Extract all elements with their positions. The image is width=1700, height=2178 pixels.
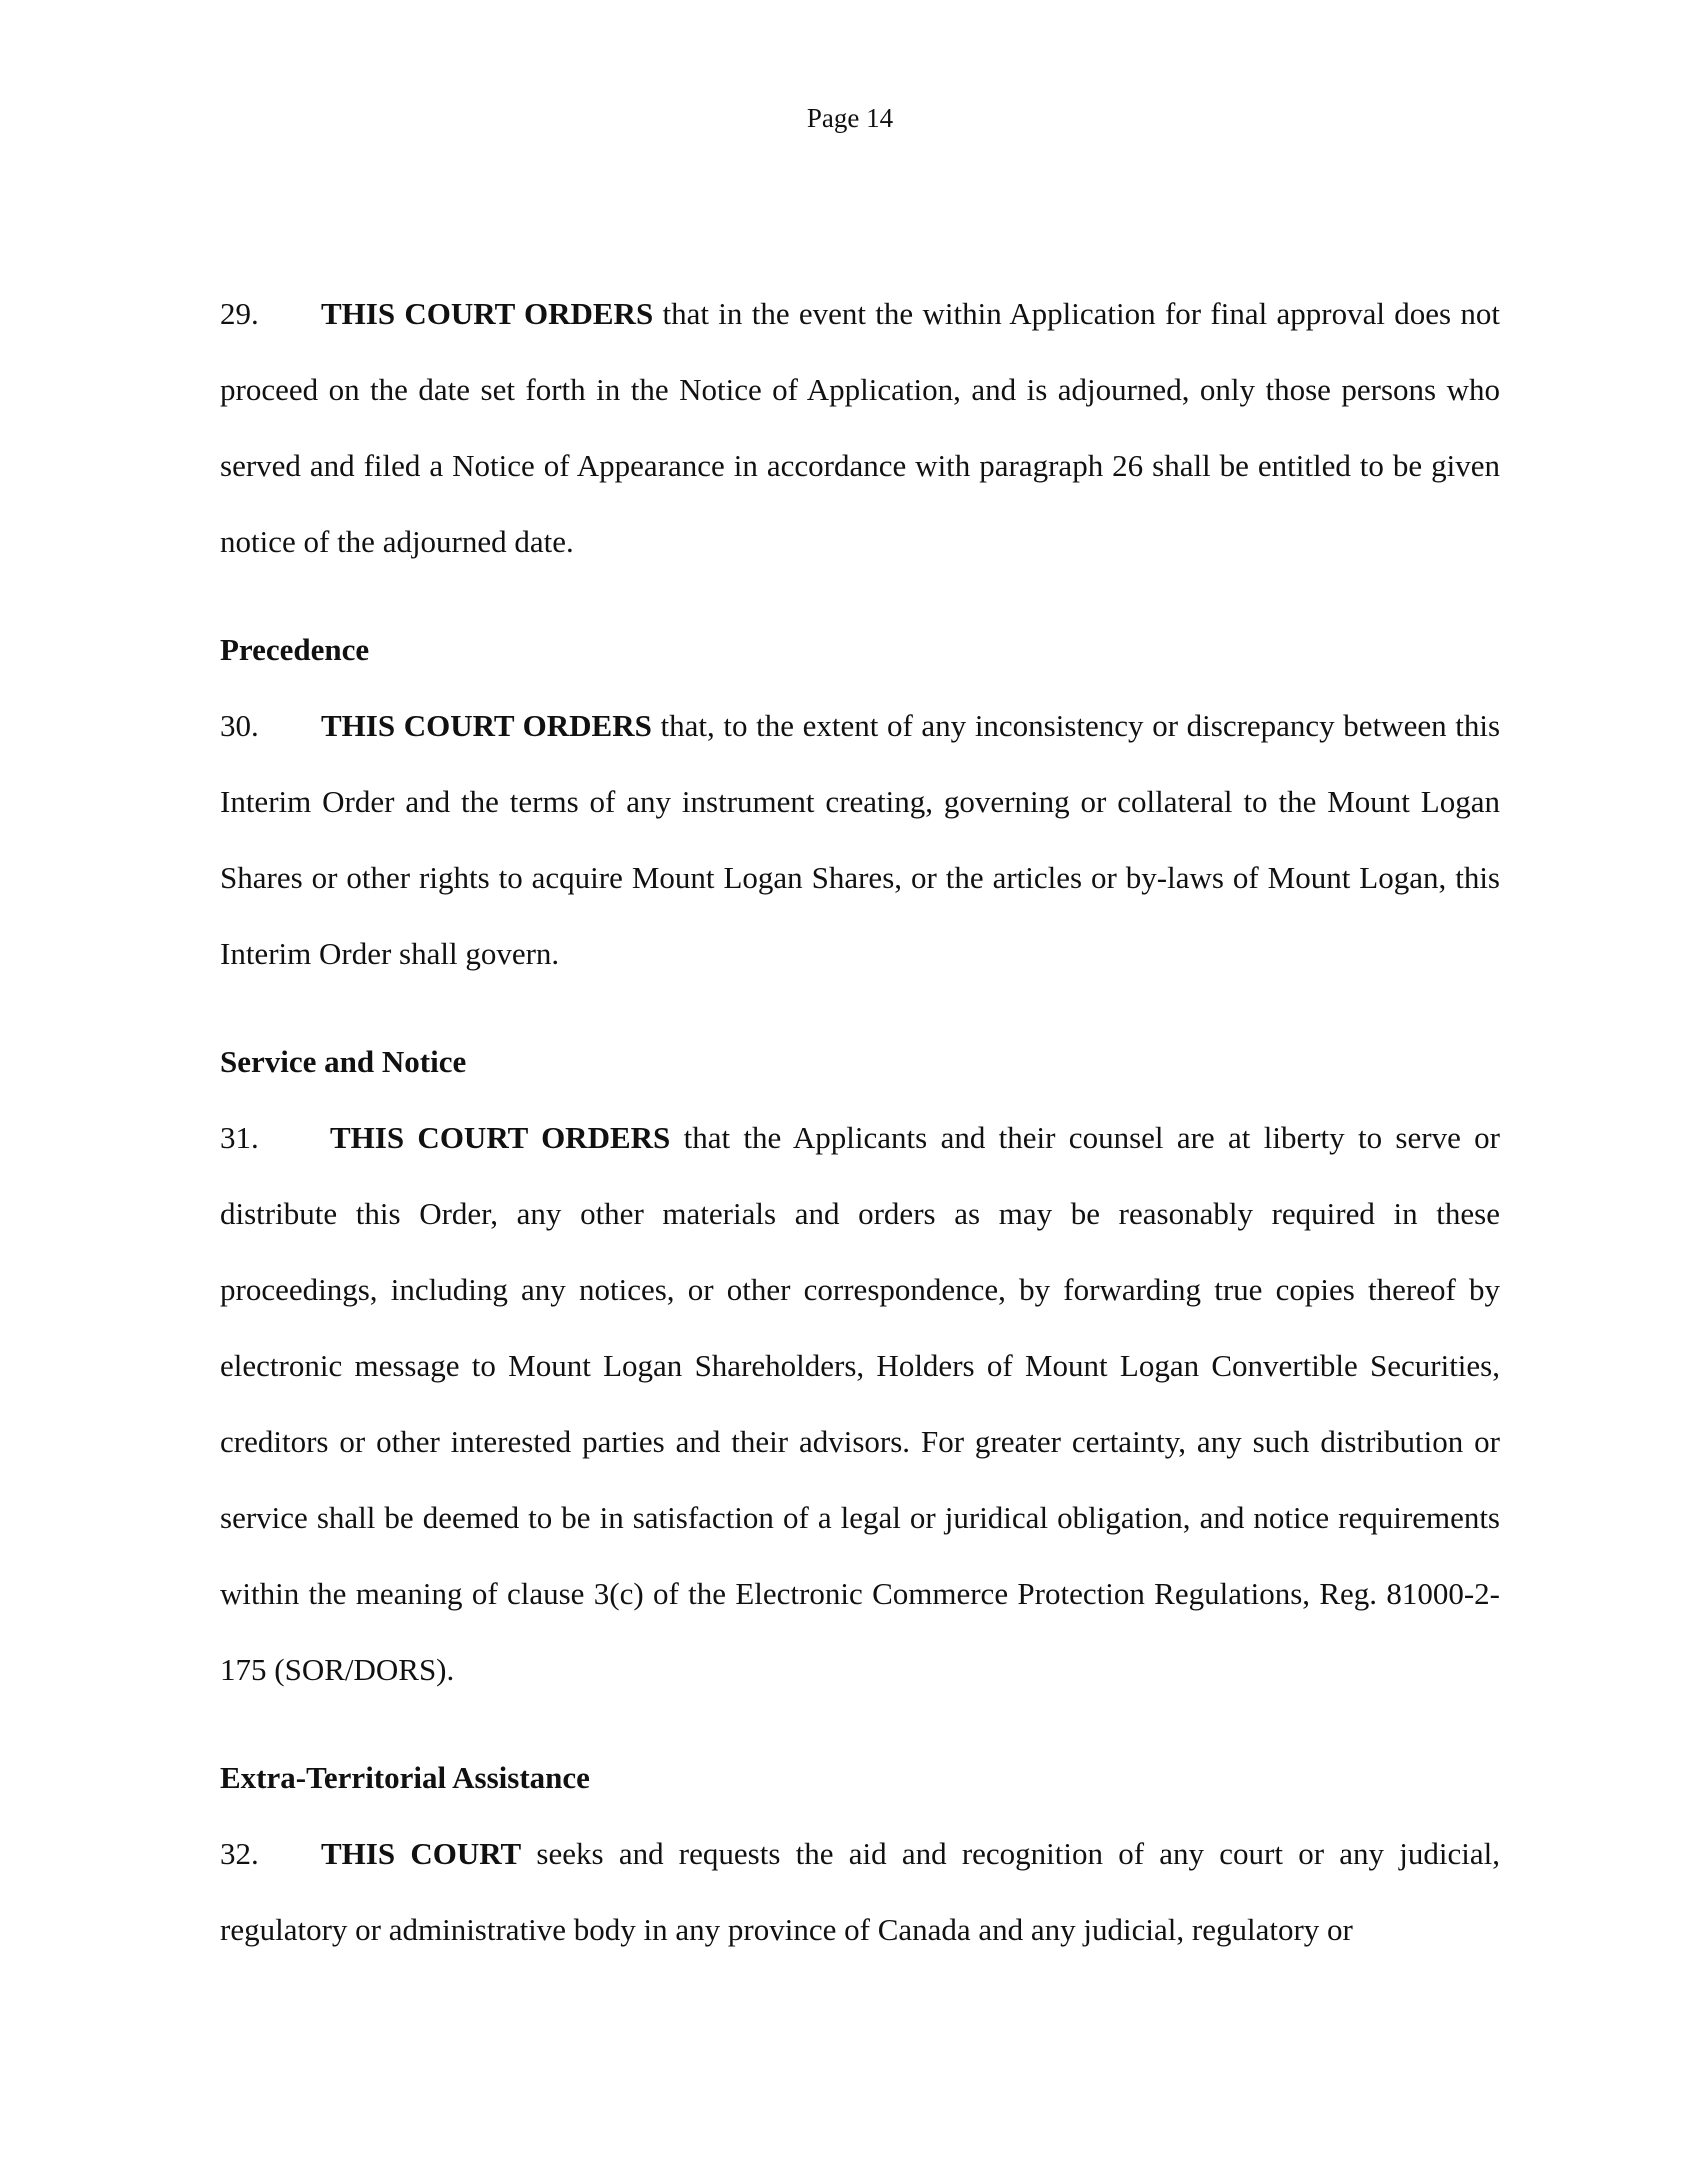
paragraph-lead: THIS COURT ORDERS (321, 296, 654, 331)
paragraph-32 (220, 1816, 1500, 1968)
paragraph-number: 29. (220, 296, 259, 331)
page-number: Page 14 (806, 103, 894, 133)
paragraph-number: 32. (220, 1836, 259, 1871)
paragraph-lead: THIS COURT ORDERS (330, 1120, 671, 1155)
paragraph-number: 30. (220, 708, 259, 743)
paragraph-31 (220, 1100, 1500, 1708)
paragraph-lead: THIS COURT (321, 1836, 522, 1871)
paragraph-text: that, to the extent of any inconsistency or discrepancy between this Interim Order and the terms of any instrument creating, governing or collateral to the Mount Logan Shares or other rights to acquire Mount Logan Shares, or the articles or by-laws of Mount Logan, this Interim Order shall govern. (220, 708, 1501, 971)
paragraph-text: that in the event the within Application for final approval does not proceed on the date set forth in the Notice of Application, and is adjourned, only those persons who served and filed a Notice of Appearance in accordance with paragraph 26 shall be entitled to be given notice of the adjourned date. (220, 296, 1500, 559)
paragraph-text: that the Applicants and their counsel are at liberty to serve or distribute this Order, any other materials and orders as may be reasonably required in these proceedings, including any notices, or other correspondence, by forwarding true copies thereof by electronic message to Mount Logan Shareholders, Holders of Mount Logan Convertible Securities, creditors or other interested parties and their advisors. For greater certainty, any such distribution or service shall be deemed to be in satisfaction of a legal or juridical obligation, and notice requirements within the meaning of clause 3(c) of the Electronic Commerce Protection Regulations, Reg. 81000-2-175 (SOR/DORS). (220, 1120, 1500, 1687)
section-heading-service-and-notice: Service and Notice (220, 1044, 467, 1079)
paragraph-number: 31. (220, 1120, 259, 1155)
paragraph-lead: THIS COURT ORDERS (321, 708, 652, 743)
paragraph-29 (220, 276, 1500, 580)
section-heading-precedence: Precedence (220, 632, 370, 667)
paragraph-text: seeks and requests the aid and recognition of any court or any judicial, regulatory or administrative body in any province of Canada and any judicial, regulatory or (220, 1836, 1500, 1947)
paragraph-30 (220, 688, 1500, 992)
section-heading-extra-territorial-assistance: Extra-Territorial Assistance (220, 1760, 590, 1795)
document-body (220, 276, 1500, 1968)
